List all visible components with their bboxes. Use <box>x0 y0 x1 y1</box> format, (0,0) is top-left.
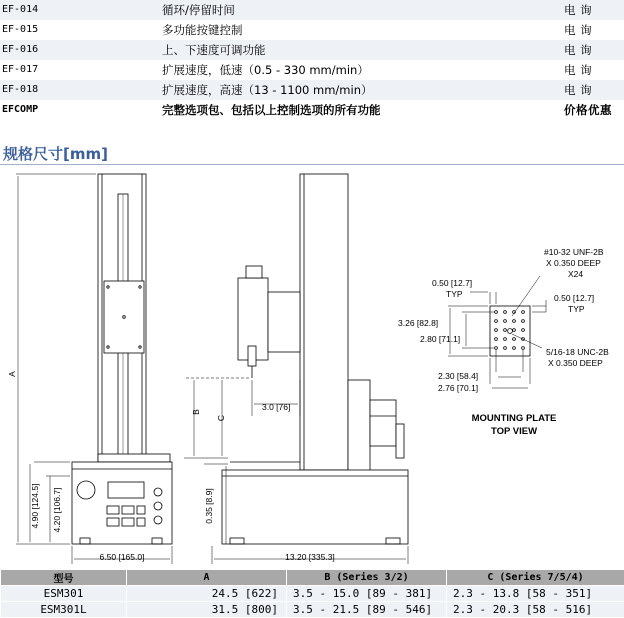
spec-b: 3.5 - 15.0 [89 - 381] <box>287 586 447 602</box>
side-view <box>222 174 408 544</box>
spec-row <box>1 602 624 618</box>
option-price: 电 询 <box>564 0 624 20</box>
option-row-complete <box>0 100 624 120</box>
dimension-drawing <box>0 166 624 568</box>
spec-header-model: 型号 <box>1 570 127 586</box>
thread-callout-small-2: X 0.350 DEEP <box>546 258 601 268</box>
dim-hole-width-label: 2.30 [58.4] <box>438 371 478 381</box>
spec-a: 31.5 [800] <box>127 602 287 618</box>
spec-header-c: C (Series 7/5/4) <box>447 570 624 586</box>
dim-depth-label: 13.20 [335.3] <box>285 552 335 562</box>
dim-a-label: A <box>7 371 17 377</box>
option-row <box>0 0 624 20</box>
dim-throat-label: 3.0 [76] <box>262 402 290 412</box>
spec-b: 3.5 - 21.5 [89 - 546] <box>287 602 447 618</box>
option-desc: 循环/停留时间 <box>162 0 564 20</box>
spec-header-a: A <box>127 570 287 586</box>
spec-c: 2.3 - 13.8 [58 - 351] <box>447 586 624 602</box>
option-code: EF-018 <box>0 80 162 100</box>
option-desc: 上、下速度可调功能 <box>162 40 564 60</box>
plate-caption-1: MOUNTING PLATE <box>472 413 557 424</box>
option-code: EF-016 <box>0 40 162 60</box>
dim-body-height-label: 4.20 [106.7] <box>52 488 62 533</box>
option-row <box>0 80 624 100</box>
dim-plate-edge-typ: TYP <box>446 289 463 299</box>
option-code: EF-015 <box>0 20 162 40</box>
dim-plate-edge-label: 0.50 [12.7] <box>432 278 472 288</box>
plate-caption-2: TOP VIEW <box>491 426 537 437</box>
spec-c: 2.3 - 20.3 [58 - 516] <box>447 602 624 618</box>
options-table <box>0 0 624 120</box>
dim-c-label: C <box>216 415 226 421</box>
dim-b-label: B <box>191 409 201 415</box>
dim-plate-height-label: 3.26 [82.8] <box>398 318 438 328</box>
dim-plate-edge-right-typ: TYP <box>568 304 585 314</box>
spec-row <box>1 586 624 602</box>
option-price: 价格优惠 <box>564 100 624 120</box>
spec-header-b: B (Series 3/2) <box>287 570 447 586</box>
thread-callout-large-1: 5/16-18 UNC-2B <box>546 347 609 357</box>
option-price: 电 询 <box>564 80 624 100</box>
mounting-plate-top-view <box>490 306 530 356</box>
dim-plate-width-label: 2.76 [70.1] <box>438 383 478 393</box>
option-row <box>0 40 624 60</box>
option-row <box>0 60 624 80</box>
option-price: 电 询 <box>564 20 624 40</box>
option-desc: 扩展速度，高速（13 - 1100 mm/min） <box>162 80 564 100</box>
section-divider <box>0 164 624 165</box>
option-desc: 完整选项包、包括以上控制选项的所有功能 <box>162 100 564 120</box>
spec-header-row <box>1 570 624 586</box>
thread-callout-small-3: X24 <box>568 269 583 279</box>
option-code: EF-017 <box>0 60 162 80</box>
dim-plate-edge-right-label: 0.50 [12.7] <box>554 293 594 303</box>
dim-base-offset-label: 0.35 [8.9] <box>204 488 214 523</box>
option-code: EF-014 <box>0 0 162 20</box>
spec-model: ESM301 <box>1 586 127 602</box>
section-title: 规格尺寸[mm] <box>3 143 108 164</box>
spec-a: 24.5 [622] <box>127 586 287 602</box>
front-view <box>72 174 172 544</box>
dim-base-width-label: 6.50 [165.0] <box>100 552 145 562</box>
option-row <box>0 20 624 40</box>
option-desc: 扩展速度，低速（0.5 - 330 mm/min） <box>162 60 564 80</box>
thread-callout-small-1: #10-32 UNF-2B <box>544 247 604 257</box>
dim-hole-span-label: 2.80 [71.1] <box>420 334 460 344</box>
spec-table <box>0 569 624 618</box>
option-price: 电 询 <box>564 40 624 60</box>
spec-model: ESM301L <box>1 602 127 618</box>
option-desc: 多功能按键控制 <box>162 20 564 40</box>
option-price: 电 询 <box>564 60 624 80</box>
option-code: EFCOMP <box>0 100 162 120</box>
thread-callout-large-2: X 0.350 DEEP <box>548 358 603 368</box>
dim-base-height-label: 4.90 [124.5] <box>30 484 40 529</box>
